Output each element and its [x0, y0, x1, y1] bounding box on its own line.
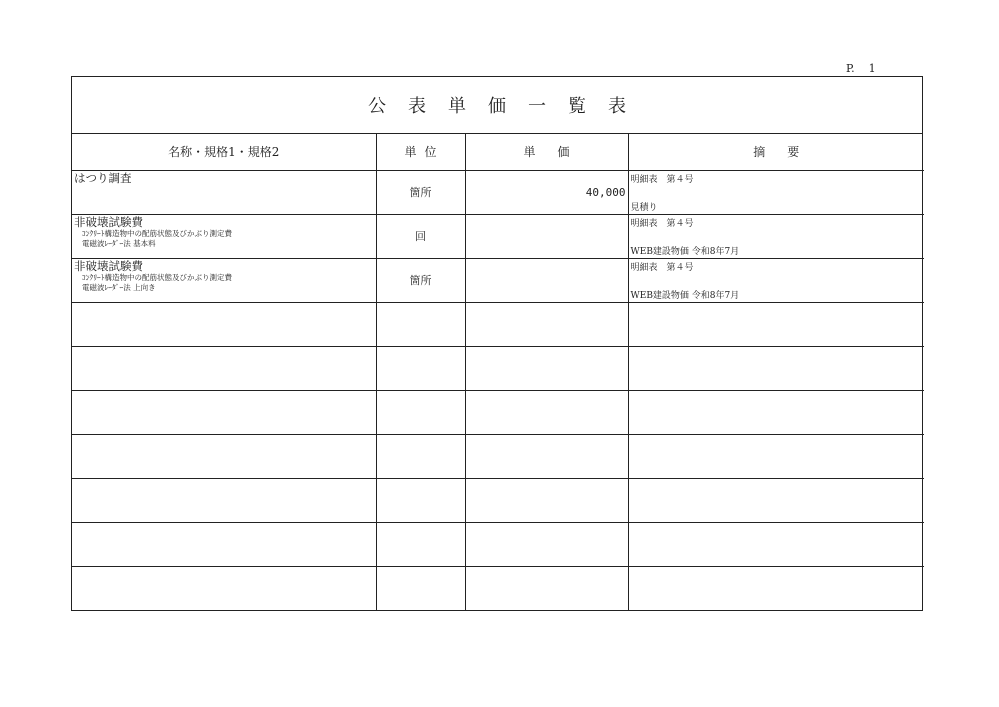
price-cell	[465, 434, 628, 478]
header-price: 単価	[465, 134, 628, 170]
item-spec-1: ｺﾝｸﾘｰﾄ構造物中の配筋状態及びかぶり測定費	[82, 273, 232, 283]
note-cell	[628, 170, 924, 214]
price-cell	[465, 390, 628, 434]
note-cell	[628, 522, 924, 566]
item-name: 非破壊試験費	[74, 258, 143, 273]
price-cell	[465, 302, 628, 346]
unit-cell: 箇所	[376, 170, 465, 214]
empty-table-row	[72, 346, 924, 390]
note-cell	[628, 566, 924, 610]
name-cell	[72, 434, 376, 478]
name-cell	[72, 302, 376, 346]
note-cell	[628, 346, 924, 390]
unit-cell	[376, 434, 465, 478]
note-cell	[628, 302, 924, 346]
price-cell	[465, 214, 628, 258]
empty-table-row	[72, 522, 924, 566]
header-name: 名称・規格1・規格2	[72, 134, 376, 170]
unit-cell	[376, 566, 465, 610]
note-reference: 明細表 第４号	[630, 218, 694, 229]
name-cell	[72, 566, 376, 610]
name-cell	[72, 390, 376, 434]
document-title: 公表単価一覧表	[72, 77, 922, 134]
unit-cell	[376, 522, 465, 566]
name-cell	[72, 214, 376, 258]
item-name: はつり調査	[74, 170, 132, 185]
note-cell	[628, 258, 924, 302]
note-source: WEB建設物価 令和8年7月	[630, 246, 740, 257]
price-cell: 40,000	[465, 170, 628, 214]
item-spec-2: 電磁波ﾚｰﾀﾞｰ法 基本料	[82, 239, 156, 249]
name-cell	[72, 478, 376, 522]
empty-table-row	[72, 566, 924, 610]
table-header-row	[72, 134, 924, 170]
empty-table-row	[72, 478, 924, 522]
price-cell	[465, 522, 628, 566]
unit-cell: 箇所	[376, 258, 465, 302]
unit-cell: 回	[376, 214, 465, 258]
name-cell	[72, 522, 376, 566]
empty-table-row	[72, 302, 924, 346]
note-cell	[628, 434, 924, 478]
item-spec-1: ｺﾝｸﾘｰﾄ構造物中の配筋状態及びかぶり測定費	[82, 229, 232, 239]
table-row	[72, 214, 924, 258]
item-spec-2: 電磁波ﾚｰﾀﾞｰ法 上向き	[82, 283, 156, 293]
note-cell	[628, 214, 924, 258]
header-note: 摘要	[628, 134, 924, 170]
header-unit: 単位	[376, 134, 465, 170]
unit-cell	[376, 390, 465, 434]
price-cell	[465, 566, 628, 610]
note-reference: 明細表 第４号	[630, 174, 694, 185]
note-source: WEB建設物価 令和8年7月	[630, 290, 740, 301]
price-cell	[465, 258, 628, 302]
price-cell	[465, 478, 628, 522]
note-cell	[628, 478, 924, 522]
name-cell	[72, 258, 376, 302]
empty-table-row	[72, 390, 924, 434]
name-cell	[72, 346, 376, 390]
table-row	[72, 258, 924, 302]
item-name: 非破壊試験費	[74, 214, 143, 229]
unit-cell	[376, 346, 465, 390]
unit-cell	[376, 302, 465, 346]
note-cell	[628, 390, 924, 434]
note-reference: 明細表 第４号	[630, 262, 694, 273]
empty-table-row	[72, 434, 924, 478]
price-list-sheet	[71, 76, 923, 611]
note-source: 見積り	[630, 202, 658, 213]
page-number: P. 1	[846, 62, 876, 75]
table-row	[72, 170, 924, 214]
price-cell	[465, 346, 628, 390]
price-table	[72, 134, 924, 610]
name-cell	[72, 170, 376, 214]
unit-cell	[376, 478, 465, 522]
